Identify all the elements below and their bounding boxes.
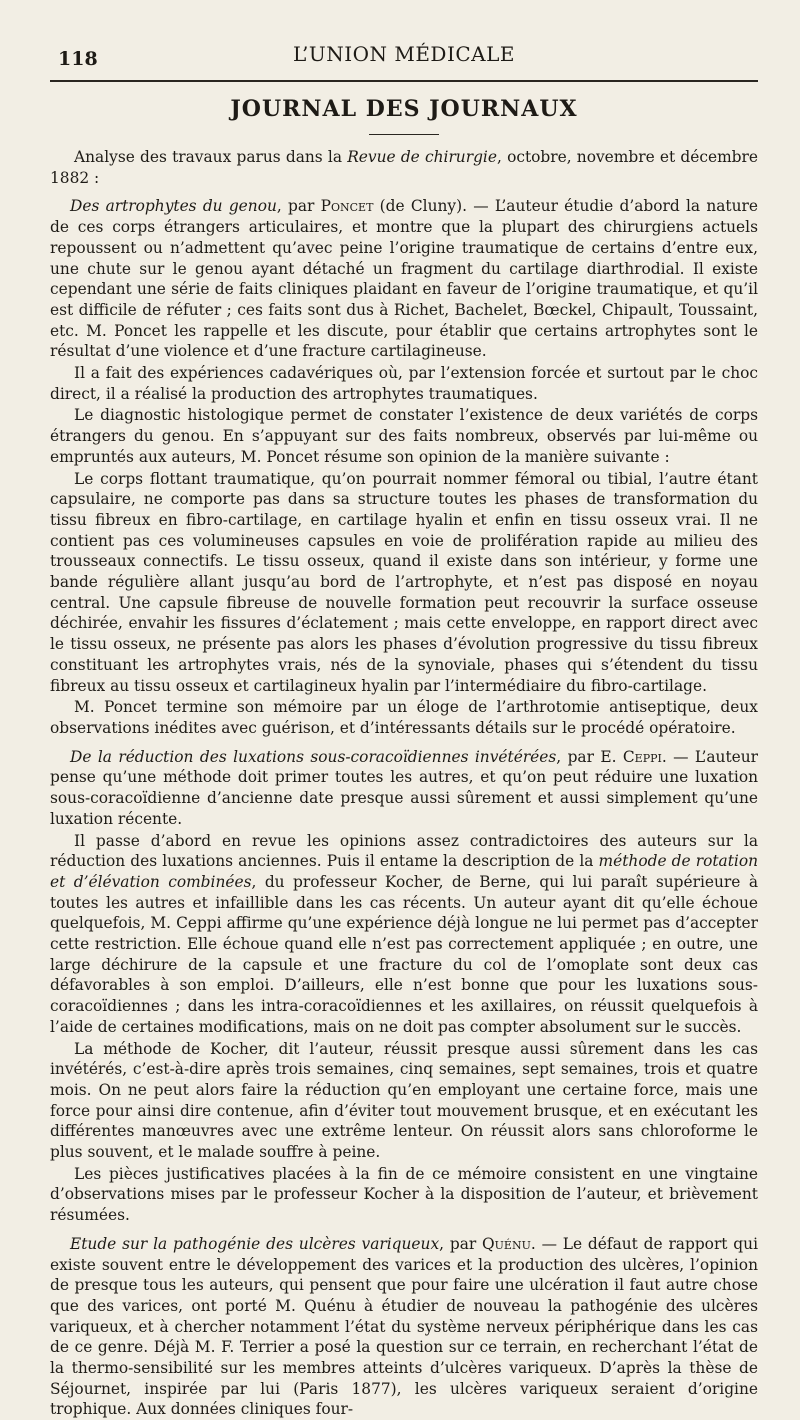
running-head: L’UNION MÉDICALE xyxy=(293,42,515,66)
method-name: méthode de rotation et d’élévation combinées xyxy=(50,852,758,891)
article-title: Etude sur la pathogénie des ulcères variqueux xyxy=(70,1234,440,1253)
intro-text-end: , octobre, novembre et décembre 1882 : xyxy=(50,148,759,187)
page-number: 118 xyxy=(58,48,98,70)
article-luxations xyxy=(50,747,758,830)
article-by: , par xyxy=(439,1234,483,1253)
page-header xyxy=(50,40,758,74)
paragraph: M. Poncet termine son mémoire par un éloge de l’arthrotomie antiseptique, deux observations inédites avec guérison, et d’intéressants détails sur le procédé opératoire. xyxy=(50,698,758,737)
article-text: (de Cluny). — L’auteur étudie d’abord la nature de ces corps étrangers articulaires, et montre que la plupart des chirurgiens actuels repoussent ou n’admettent qu’avec peine l’origine traumatique de certains d’entre eux, une chute sur le genou ayant détaché un fragment du cartilage diarthrodial. Il existe cependant une série de faits cliniques plaidant en faveur de l’origine traumatique, et qu’il est difficile de réfuter ; ces faits sont dus à Richet, Bachelet, Bœckel, Chipault, Toussaint, etc. M. Poncet les rappelle et les discute, pour établir que certains artrophytes sont le résultat d’une violence et d’une fracture cartilagineuse. xyxy=(50,197,758,361)
paragraph-text: , du professeur Kocher, de Berne, qui lui paraît supérieure à toutes les autres et infaillible dans les cas récents. Un auteur ayant dit qu’elle échoue quelquefois, M. Ceppi affirme qu’une expérience déjà longue ne lui permet pas d’accepter cette restriction. Elle échoue quand elle n’est pas correctement appliquée ; en outre, une large déchirure de la capsule et une fracture du col de l’omoplate sont deux cas défavorables à son emploi. D’ailleurs, elle n’est bonne que pour les luxations sous-coracoïdiennes ; dans les intra-coracoïdiennes et les axillaires, on réussit quelquefois à l’aide de certaines modifications, mais on ne doit pas compter absolument sur le succès. xyxy=(50,872,758,1036)
article-title: De la réduction des luxations sous-coracoïdiennes invétérées xyxy=(70,747,557,766)
intro-text: Analyse des travaux parus dans la xyxy=(74,148,348,166)
article-by: , par xyxy=(556,747,601,766)
paragraph: Le diagnostic histologique permet de constater l’existence de deux variétés de corps étrangers du genou. En s’appuyant sur des faits nombreux, observés par lui-même ou empruntés aux auteurs, M. Poncet résume son opinion de la manière suivante : xyxy=(50,406,758,466)
body-text xyxy=(50,147,758,1420)
article-author: Quénu xyxy=(482,1234,531,1253)
paragraph: La méthode de Kocher, dit l’auteur, réussit presque aussi sûrement dans les cas invétérés, c’est-à-dire après trois semaines, cinq semaines, sept semaines, trois et quatre mois. On ne peut alors faire la réduction qu’en employant une certaine force, mais une force pour ainsi dire contenue, afin d’éviter tout mouvement brusque, et en exécutant les différentes manœuvres avec une extrême lenteur. On réussit alors sans chloroforme le plus souvent, et le malade souffre à peine. xyxy=(50,1039,758,1162)
article-text: . — Le défaut de rapport qui existe souvent entre le développement des varices et la production des ulcères, l’opinion de presque tous les auteurs, qui pensent que pour faire une ulcération il faut autre chose que des varices, ont porté M. Quénu à étudier de nouveau la pathogénie des ulcères variqueux, et à chercher notamment l’état du système nerveux périphérique dans les cas de ce genre. Déjà M. F. Terrier a posé la question sur ce terrain, en recherchant l’état de la thermo-sensibilité sur les membres atteints d’ulcères variqueux. D’après la thèse de Séjournet, inspirée par lui (Paris 1877), les ulcères variqueux seraient d’origine trophique. Aux données cliniques four- xyxy=(50,1234,758,1419)
intro-paragraph xyxy=(50,147,758,188)
article-by: , par xyxy=(276,197,321,216)
article-text: . — L’auteur pense qu’une méthode doit primer toutes les autres, et qu’on peut réduire une luxation sous-coracoïdienne d’ancienne date presque aussi sûrement et aussi simplement qu’une luxation récente. xyxy=(50,747,759,828)
journal-name: Revue de chirurgie xyxy=(347,148,497,166)
article-author: Poncet xyxy=(320,197,374,216)
paragraph-text: Il passe d’abord en revue les opinions assez contradictoires des auteurs sur la réduction des luxations anciennes. Puis il entame la description de la xyxy=(50,831,758,871)
section-title: JOURNAL DES JOURNAUX xyxy=(230,96,578,122)
article-ulceres xyxy=(50,1234,758,1420)
article-author: E. Ceppi xyxy=(600,747,662,766)
paragraph xyxy=(50,831,758,1038)
article-title: Des artrophytes du genou xyxy=(70,197,277,216)
article-artrophytes xyxy=(50,196,758,362)
paragraph: Il a fait des expériences cadavériques où, par l’extension forcée et surtout par le choc direct, il a réalisé la production des artrophytes traumatiques. xyxy=(50,364,758,403)
paragraph: Les pièces justificatives placées à la fin de ce mémoire consistent en une vingtaine d’observations mises par le professeur Kocher à la disposition de l’auteur, et brièvement résumées. xyxy=(50,1164,758,1225)
header-rule xyxy=(50,80,758,82)
paragraph: Le corps flottant traumatique, qu’on pourrait nommer fémoral ou tibial, l’autre étant capsulaire, ne comporte pas dans sa structure toutes les phases de transformation du tissu fibreux en fibro-cartilage, en cartilage hyalin et enfin en tissu osseux vrai. Il ne contient pas ces volumineuses capsules en voie de prolifération rapide au milieu des trousseaux connectifs. Le tissu osseux, quand il existe dans son intérieur, y forme une bande régulière allant jusqu’au bord de l’artrophyte, et n’est pas disposé en noyau central. Une capsule fibreuse de nouvelle formation peut recouvrir la surface osseuse déchirée, envahir les fissures d’éclatement ; mais cette enveloppe, en rapport direct avec le tissu osseux, ne présente pas alors les phases d’évolution progressive du tissu fibreux constituant les artrophytes vrais, nés de la synoviale, phases qui s’étendent du tissu fibreux au tissu osseux et cartilagineux hyalin par l’intermédiaire du fibro-cartilage. xyxy=(50,469,758,695)
title-rule xyxy=(369,134,439,135)
